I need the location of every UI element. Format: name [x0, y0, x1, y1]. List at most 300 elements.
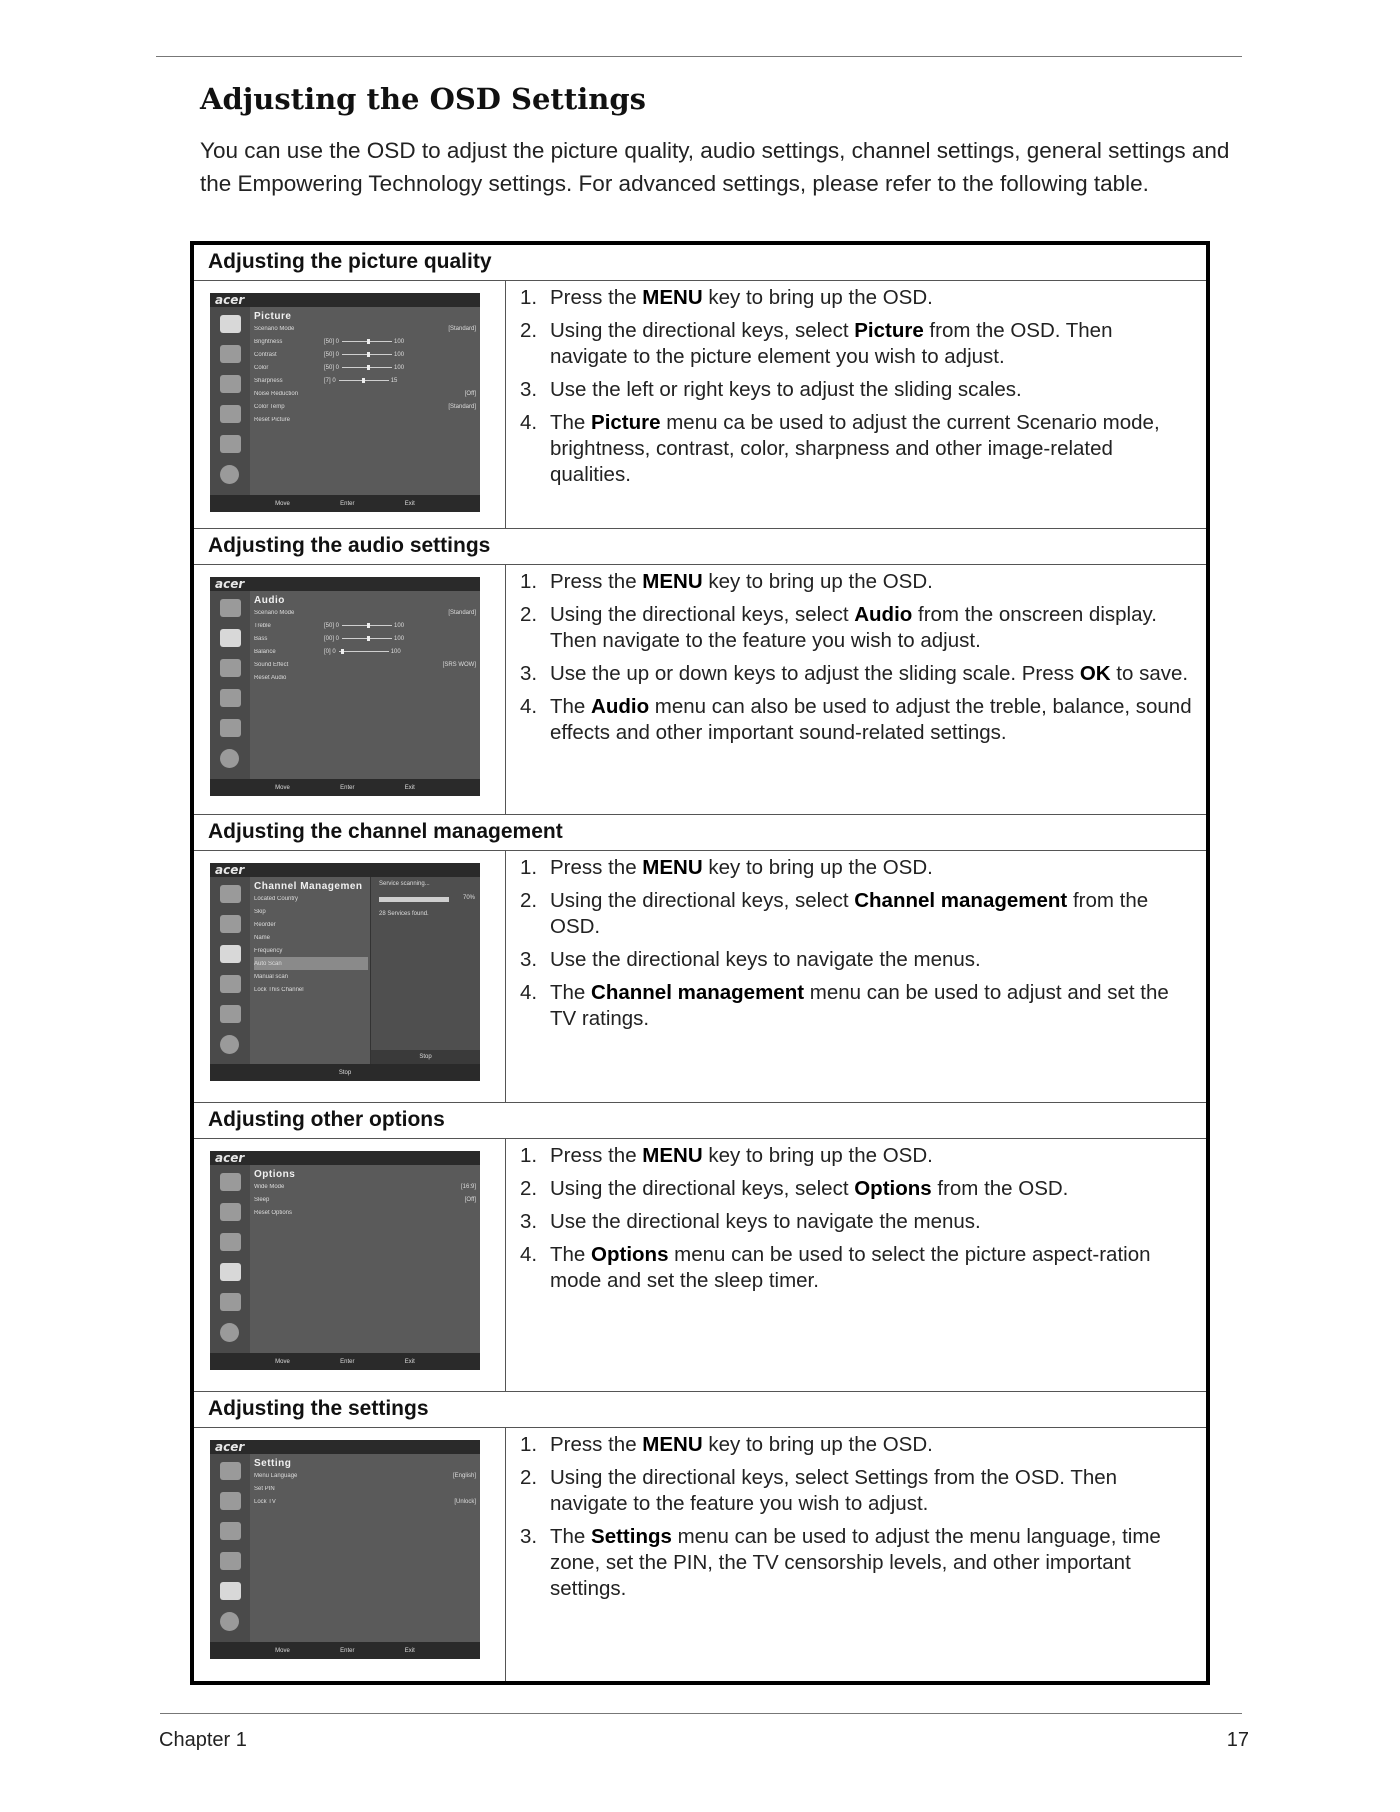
osd-icon-sidebar	[210, 591, 250, 779]
step-text	[550, 1242, 1192, 1294]
step-keyword: Audio	[854, 603, 913, 626]
osd-top-bar	[210, 863, 480, 877]
osd-row-value: [50] 0	[324, 351, 340, 358]
osd-menu-row	[254, 1193, 476, 1206]
table-section	[194, 1103, 1206, 1392]
step-text-part: Press the	[550, 1144, 643, 1167]
step-number: 2.	[520, 319, 538, 342]
step-number: 1.	[520, 286, 538, 309]
empowering-e-icon	[220, 749, 239, 768]
options-icon	[220, 1552, 241, 1570]
step-number: 1.	[520, 856, 538, 879]
osd-footer-hint: Move	[275, 1647, 290, 1654]
audio-icon	[220, 629, 241, 647]
osd-slider-max: 100	[390, 648, 401, 655]
section-header: Adjusting the picture quality	[194, 245, 1206, 281]
osd-footer-hint: Move	[275, 500, 290, 507]
step-number: 2.	[520, 889, 538, 912]
osd-slider-max: 100	[394, 635, 405, 642]
osd-screenshot	[210, 293, 480, 512]
osd-row-label: Menu Language	[254, 1472, 298, 1479]
channel-icon	[220, 1522, 241, 1540]
osd-menu	[254, 1169, 476, 1219]
step-item	[520, 602, 1192, 654]
step-text-part: from the OSD.	[931, 1177, 1069, 1200]
step-item	[520, 377, 1192, 403]
step-text-part: The	[550, 411, 592, 434]
osd-screenshot-cell	[194, 851, 506, 1102]
osd-slider-knob	[362, 378, 365, 383]
step-item	[520, 1524, 1192, 1602]
osd-row-label: Skip	[254, 908, 266, 915]
osd-menu-title: Channel Managemen	[254, 881, 363, 892]
osd-icon-sidebar	[210, 877, 250, 1064]
section-body	[194, 1139, 1206, 1392]
osd-row-label: Auto Scan	[254, 960, 282, 967]
step-number: 4.	[520, 411, 538, 434]
osd-screenshot-cell	[194, 1428, 506, 1681]
osd-slider-knob	[367, 352, 370, 357]
step-number: 4.	[520, 695, 538, 718]
osd-menu-row	[254, 970, 368, 983]
osd-slider	[339, 380, 389, 381]
instructions-cell	[506, 1428, 1206, 1681]
osd-menu-row	[254, 1180, 476, 1193]
osd-footer-hint: Enter	[340, 1358, 355, 1365]
picture-icon	[220, 885, 241, 903]
step-text	[550, 569, 933, 595]
osd-menu-row	[254, 905, 368, 918]
osd-menu-row	[254, 944, 368, 957]
picture-icon	[220, 599, 241, 617]
step-item	[520, 888, 1192, 940]
step-text-part: Press the	[550, 286, 643, 309]
settings-gear-icon	[220, 1582, 241, 1600]
step-text	[550, 947, 981, 973]
table-section	[194, 1392, 1206, 1681]
step-item	[520, 285, 1192, 311]
osd-top-bar	[210, 1440, 480, 1454]
step-text-part: menu ca be used to adjust the current Scenario mode, brightness, contrast, color, sharpness and other image-related qualities.	[550, 411, 1160, 486]
osd-row-label: Sleep	[254, 1196, 270, 1203]
step-text-part: Using the directional keys, select	[550, 603, 855, 626]
step-text-part: Use the directional keys to navigate the menus.	[550, 1210, 981, 1233]
step-item	[520, 1143, 1192, 1169]
osd-menu-row	[254, 322, 476, 335]
osd-footer-hint: Stop	[338, 1069, 352, 1076]
osd-row-value: [50] 0	[324, 622, 340, 629]
osd-menu	[254, 311, 476, 426]
step-keyword: Settings	[591, 1525, 672, 1548]
osd-icon-sidebar	[210, 307, 250, 495]
osd-footer-hint: Enter	[340, 784, 355, 791]
step-text-part: Press the	[550, 856, 643, 879]
step-item	[520, 980, 1192, 1032]
channel-icon	[220, 659, 241, 677]
settings-gear-icon	[220, 1293, 241, 1311]
step-keyword: OK	[1079, 662, 1111, 685]
osd-row-value: [16:9]	[460, 1183, 476, 1190]
step-text	[550, 888, 1192, 940]
osd-slider-knob	[367, 339, 370, 344]
osd-menu	[254, 881, 368, 996]
step-keyword: Picture	[854, 319, 924, 342]
step-item	[520, 318, 1192, 370]
acer-logo: acer	[215, 1440, 245, 1454]
step-text-part: Use the directional keys to navigate the menus.	[550, 948, 981, 971]
osd-screenshot-cell	[194, 1139, 506, 1391]
osd-row-label: Name	[254, 934, 271, 941]
osd-row-value: [0] 0	[324, 648, 336, 655]
step-keyword: Channel management	[854, 889, 1068, 912]
osd-row-label: Brightness	[254, 338, 283, 345]
step-text-part: menu can be used to select the picture aspect-ration mode and set the sleep timer.	[550, 1243, 1151, 1292]
osd-row-label: Scenario Mode	[254, 609, 295, 616]
instructions-cell	[506, 281, 1206, 528]
osd-menu-title: Audio	[254, 595, 285, 606]
step-item	[520, 855, 1192, 881]
osd-menu-row	[254, 1495, 476, 1508]
osd-menu-row	[254, 632, 476, 645]
steps-list	[520, 569, 1192, 746]
osd-icon-sidebar	[210, 1165, 250, 1353]
osd-top-bar	[210, 1151, 480, 1165]
section-body	[194, 281, 1206, 529]
section-body	[194, 565, 1206, 815]
osd-footer-hint: Move	[275, 784, 290, 791]
scan-status: Service scanning...	[379, 881, 430, 887]
osd-row-label: Located Country	[254, 895, 299, 902]
empowering-e-icon	[220, 1612, 239, 1631]
steps-list	[520, 1432, 1192, 1602]
osd-footer	[210, 1353, 480, 1370]
step-text	[550, 602, 1192, 654]
step-item	[520, 694, 1192, 746]
step-text	[550, 1176, 1068, 1202]
osd-menu-row	[254, 645, 476, 658]
step-text-part: Use the up or down keys to adjust the sliding scale. Press	[550, 662, 1080, 685]
osd-row-label: Reset Audio	[254, 674, 287, 681]
osd-menu-row	[254, 619, 476, 632]
scan-progress-bar	[379, 897, 449, 902]
section-header: Adjusting the audio settings	[194, 529, 1206, 565]
osd-menu-row	[254, 671, 476, 684]
osd-row-label: Wide Mode	[254, 1183, 285, 1190]
osd-menu-title: Options	[254, 1169, 296, 1180]
osd-row-value: [Standard]	[448, 609, 476, 616]
acer-logo: acer	[215, 863, 245, 877]
osd-row-label: Sharpness	[254, 377, 283, 384]
step-text-part: menu can also be used to adjust the treble, balance, sound effects and other important sound-related settings.	[550, 695, 1192, 744]
osd-menu-row	[254, 387, 476, 400]
osd-menu-row	[254, 957, 368, 970]
osd-footer-hint: Enter	[340, 1647, 355, 1654]
step-number: 3.	[520, 378, 538, 401]
step-item	[520, 410, 1192, 488]
step-number: 3.	[520, 662, 538, 685]
osd-menu-row	[254, 658, 476, 671]
step-item	[520, 1176, 1192, 1202]
step-item	[520, 1209, 1192, 1235]
osd-screenshot	[210, 1440, 480, 1659]
osd-row-label: Reset Options	[254, 1209, 293, 1216]
osd-slider	[342, 367, 392, 368]
instructions-cell	[506, 565, 1206, 814]
osd-row-label: Manual scan	[254, 973, 289, 980]
osd-footer	[210, 1642, 480, 1659]
step-keyword: Options	[591, 1243, 669, 1266]
osd-slider-knob	[367, 365, 370, 370]
osd-footer-hint: Exit	[404, 500, 415, 507]
settings-gear-icon	[220, 719, 241, 737]
osd-row-value: [50] 0	[324, 364, 340, 371]
osd-row-label: Set PIN	[254, 1485, 275, 1492]
osd-menu-row	[254, 413, 476, 426]
steps-list	[520, 285, 1192, 488]
osd-slider-knob	[367, 623, 370, 628]
step-text-part: key to bring up the OSD.	[702, 856, 933, 879]
channel-icon	[220, 375, 241, 393]
empowering-e-icon	[220, 465, 239, 484]
osd-menu-row	[254, 983, 368, 996]
step-keyword: MENU	[642, 286, 703, 309]
step-item	[520, 569, 1192, 595]
step-text	[550, 1143, 933, 1169]
acer-logo: acer	[215, 577, 245, 591]
osd-row-value: [Unlock]	[454, 1498, 476, 1505]
scan-percent: 70%	[463, 895, 476, 901]
step-text-part: Using the directional keys, select	[550, 889, 855, 912]
step-text-part: key to bring up the OSD.	[702, 1433, 933, 1456]
table-section	[194, 815, 1206, 1103]
osd-footer	[210, 779, 480, 796]
section-header: Adjusting the channel management	[194, 815, 1206, 851]
step-number: 2.	[520, 1466, 538, 1489]
step-text	[550, 377, 1022, 403]
osd-slider-knob	[367, 636, 370, 641]
step-item	[520, 1465, 1192, 1517]
steps-list	[520, 855, 1192, 1032]
osd-footer-hint: Exit	[404, 1358, 415, 1365]
step-text-part: menu can be used to adjust and set the TV ratings.	[550, 981, 1169, 1030]
step-text-part: menu can be used to adjust the menu language, time zone, set the PIN, the TV censorship levels, and other important settings.	[550, 1525, 1161, 1600]
step-number: 2.	[520, 1177, 538, 1200]
scan-found: 28 Services found.	[379, 911, 429, 917]
footer-rule	[160, 1713, 1242, 1714]
settings-gear-icon	[220, 1005, 241, 1023]
osd-menu-row	[254, 361, 476, 374]
table-section	[194, 245, 1206, 529]
table-section	[194, 529, 1206, 815]
step-text-part: from the OSD. Then navigate to the picture element you wish to adjust.	[550, 319, 1113, 368]
step-text-part: Press the	[550, 570, 643, 593]
picture-icon	[220, 315, 241, 333]
steps-list	[520, 1143, 1192, 1294]
empowering-e-icon	[220, 1035, 239, 1054]
step-text	[550, 1524, 1192, 1602]
osd-slider-max: 100	[394, 364, 405, 371]
step-keyword: MENU	[642, 1433, 703, 1456]
audio-icon	[220, 915, 241, 933]
osd-row-label: Lock TV	[254, 1498, 276, 1505]
header-rule	[156, 56, 1242, 57]
step-text	[550, 285, 933, 311]
osd-menu-row	[254, 1469, 476, 1482]
step-keyword: Audio	[591, 695, 650, 718]
osd-menu-row	[254, 931, 368, 944]
acer-logo: acer	[215, 1151, 245, 1165]
osd-menu-title: Setting	[254, 1458, 292, 1469]
audio-icon	[220, 1203, 241, 1221]
instructions-cell	[506, 1139, 1206, 1391]
osd-row-label: Noise Reduction	[254, 390, 299, 397]
step-text-part: The	[550, 981, 592, 1004]
step-text-part: The	[550, 695, 592, 718]
osd-slider	[342, 625, 392, 626]
settings-gear-icon	[220, 435, 241, 453]
osd-slider	[342, 341, 392, 342]
section-body	[194, 1428, 1206, 1681]
osd-screenshot	[210, 863, 480, 1081]
osd-row-label: Treble	[254, 622, 271, 629]
step-item	[520, 661, 1192, 687]
step-text-part: to save.	[1110, 662, 1189, 685]
options-icon	[220, 1263, 241, 1281]
step-text-part: key to bring up the OSD.	[702, 1144, 933, 1167]
step-text	[550, 661, 1188, 687]
step-text	[550, 855, 933, 881]
channel-icon	[220, 945, 241, 963]
section-header: Adjusting other options	[194, 1103, 1206, 1139]
osd-menu-row	[254, 348, 476, 361]
osd-icon-sidebar	[210, 1454, 250, 1642]
step-text-part: from the onscreen display. Then navigate to the feature you wish to adjust.	[550, 603, 1157, 652]
osd-menu-row	[254, 374, 476, 387]
osd-slider-max: 100	[394, 622, 405, 629]
osd-row-value: [Off]	[464, 390, 476, 397]
step-text-part: Using the directional keys, select Settings from the OSD. Then navigate to the feature you wish to adjust.	[550, 1466, 1118, 1515]
acer-logo: acer	[215, 293, 245, 307]
osd-menu-row	[254, 1482, 476, 1495]
osd-row-value: [00] 0	[324, 635, 340, 642]
picture-icon	[220, 1173, 241, 1191]
step-text	[550, 1465, 1192, 1517]
step-number: 3.	[520, 1210, 538, 1233]
osd-slider-max: 100	[394, 338, 405, 345]
step-keyword: Channel management	[591, 981, 805, 1004]
instructions-cell	[506, 851, 1206, 1102]
osd-footer-hint: Enter	[340, 500, 355, 507]
osd-footer-hint: Exit	[404, 784, 415, 791]
osd-slider-max: 100	[394, 351, 405, 358]
osd-row-label: Color	[254, 364, 269, 371]
picture-icon	[220, 1462, 241, 1480]
osd-slider	[342, 354, 392, 355]
scan-panel	[370, 877, 480, 1064]
osd-top-bar	[210, 293, 480, 307]
step-text-part: The	[550, 1243, 592, 1266]
osd-row-label: Bass	[254, 635, 268, 642]
osd-slider-knob	[341, 649, 344, 654]
step-number: 1.	[520, 1433, 538, 1456]
step-text-part: Using the directional keys, select	[550, 1177, 855, 1200]
footer-page-number: 17	[1226, 1729, 1249, 1751]
step-text	[550, 410, 1192, 488]
step-number: 3.	[520, 948, 538, 971]
osd-row-label: Color Temp	[254, 403, 285, 410]
osd-row-label: Reset Picture	[254, 416, 291, 423]
step-number: 3.	[520, 1525, 538, 1548]
osd-menu-row	[254, 892, 368, 905]
step-item	[520, 1432, 1192, 1458]
osd-row-label: Lock This Channel	[254, 986, 304, 993]
osd-menu-row	[254, 918, 368, 931]
footer-chapter: Chapter 1	[159, 1729, 247, 1751]
step-text	[550, 980, 1192, 1032]
channel-icon	[220, 1233, 241, 1251]
osd-slider-max: 15	[390, 377, 398, 384]
osd-row-value: [Standard]	[448, 403, 476, 410]
step-keyword: MENU	[642, 570, 703, 593]
osd-screenshot	[210, 1151, 480, 1370]
intro-paragraph: You can use the OSD to adjust the picture quality, audio settings, channel settings, general settings and the Empowering Technology settings. For advanced settings, please refer to the following table.	[200, 138, 1230, 196]
osd-row-value: [7] 0	[324, 377, 336, 384]
osd-row-label: Balance	[254, 648, 276, 655]
osd-row-value: [English]	[452, 1472, 476, 1479]
osd-top-bar	[210, 577, 480, 591]
audio-icon	[220, 1492, 241, 1510]
step-keyword: Picture	[591, 411, 661, 434]
step-text-part: Press the	[550, 1433, 643, 1456]
osd-menu	[254, 595, 476, 684]
scan-stop-button[interactable]: Stop	[371, 1050, 480, 1064]
osd-menu-title: Picture	[254, 311, 292, 322]
osd-footer	[210, 1064, 480, 1081]
step-text	[550, 1432, 933, 1458]
step-text-part: Using the directional keys, select	[550, 319, 855, 342]
osd-slider	[339, 651, 389, 652]
osd-screenshot-cell	[194, 281, 506, 528]
step-keyword: MENU	[642, 1144, 703, 1167]
osd-menu-row	[254, 606, 476, 619]
step-item	[520, 1242, 1192, 1294]
step-text-part: key to bring up the OSD.	[702, 570, 933, 593]
options-icon	[220, 689, 241, 707]
osd-footer-hint: Exit	[404, 1647, 415, 1654]
step-number: 1.	[520, 570, 538, 593]
step-number: 4.	[520, 981, 538, 1004]
osd-footer	[210, 495, 480, 512]
audio-icon	[220, 345, 241, 363]
osd-row-label: Frequency	[254, 947, 283, 954]
page-title: Adjusting the OSD Settings	[200, 82, 646, 116]
osd-menu-row	[254, 1206, 476, 1219]
osd-screenshot	[210, 577, 480, 796]
osd-screenshot-cell	[194, 565, 506, 814]
options-icon	[220, 405, 241, 423]
osd-menu-row	[254, 400, 476, 413]
step-number: 1.	[520, 1144, 538, 1167]
osd-row-value: [Standard]	[448, 325, 476, 332]
osd-row-value: [Off]	[464, 1196, 476, 1203]
step-keyword: MENU	[642, 856, 703, 879]
step-text-part: from the OSD.	[550, 889, 1149, 938]
step-text-part: The	[550, 1525, 592, 1548]
section-body	[194, 851, 1206, 1103]
section-header: Adjusting the settings	[194, 1392, 1206, 1428]
osd-row-value: [50] 0	[324, 338, 340, 345]
step-text-part: key to bring up the OSD.	[702, 286, 933, 309]
